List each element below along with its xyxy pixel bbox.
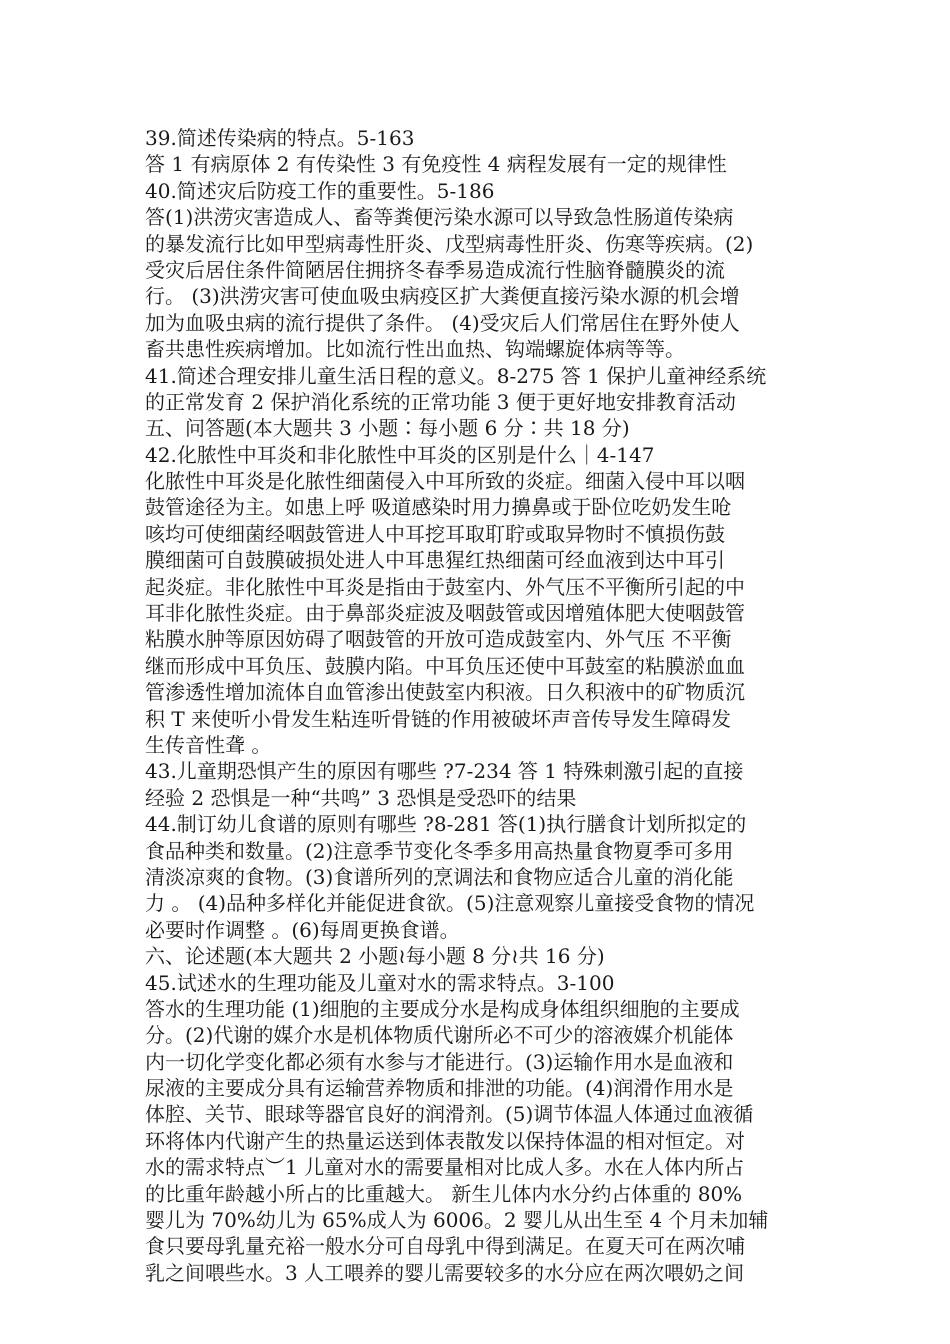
text-line: 粘膜水肿等原因妨碍了咽鼓管的开放可造成鼓室内、外气压 不平衡 <box>145 627 732 652</box>
text-line: 答(1)洪涝灾害造成人、畜等粪便污染水源可以导致急性肠道传染病 <box>145 205 734 230</box>
text-line: 41.简述合理安排儿童生活日程的意义。8-275 答 1 保护儿童神经系统 <box>145 363 767 388</box>
text-line: 耳非化脓性炎症。由于鼻部炎症波及咽鼓管或因增殖体肥大使咽鼓管 <box>145 601 745 626</box>
text-line: 食品种类和数量。(2)注意季节变化冬季多用高热量食物夏季可多用 <box>145 838 734 863</box>
text-line: 畜共患性疾病增加。比如流行性出血热、钩端螺旋体病等等。 <box>145 337 685 362</box>
text-line: 起炎症。非化脓性中耳炎是指由于鼓室内、外气压不平衡所引起的中 <box>145 574 745 599</box>
text-line: 答 1 有病原体 2 有传染性 3 有免疫性 4 病程发展有一定的规律性 <box>145 152 727 177</box>
text-line: 39.简述传染病的特点。5-163 <box>145 126 415 150</box>
text-line: 40.简述灾后防疫工作的重要性。5-186 <box>145 178 495 203</box>
text-line: 43.儿童期恐惧产生的原因有哪些 ?7-234 答 1 特殊刺激引起的直接 <box>145 759 744 784</box>
text-line: 水的需求特点︶1 儿童对水的需要量相对比成人多。水在人体内所占 <box>145 1155 745 1180</box>
text-line: 膜细菌可自鼓膜破损处进人中耳患猩红热细菌可经血液到达中耳引 <box>145 548 725 573</box>
text-line: 行。 (3)洪涝灾害可使血吸虫病疫区扩大粪便直接污染水源的机会增 <box>145 284 740 309</box>
text-line: 环将体内代谢产生的热量运送到体表散发以保持体温的相对恒定。对 <box>145 1128 745 1153</box>
text-line: 尿液的主要成分具有运输营养物质和排泄的功能。(4)润滑作用水是 <box>145 1076 734 1101</box>
text-line: 体腔、关节、眼球等器官良好的润滑剂。(5)调节体温人体通过血液循 <box>145 1102 754 1127</box>
section-heading: 六、论述题(本大题共 2 小题≀每小题 8 分≀共 16 分) <box>145 944 605 969</box>
text-line: 答水的生理功能 (1)细胞的主要成分水是构成身体组织细胞的主要成 <box>145 996 740 1021</box>
section-heading: 五、问答题(本大题共 3 小题∶每小题 6 分∶共 18 分) <box>145 416 630 441</box>
text-line: 管渗透性增加流体自血管渗出使鼓室内积液。日久积液中的矿物质沉 <box>145 680 745 705</box>
text-line: 42.化脓性中耳炎和非化脓性中耳炎的区别是什么｜4-147 <box>145 442 655 467</box>
text-line: 必要时作调整 。(6)每周更换食谱。 <box>145 917 460 942</box>
text-line: 内一切化学变化都必须有水参与才能进行。(3)运输作用水是血液和 <box>145 1049 734 1074</box>
text-line: 分。(2)代谢的媒介水是机体物质代谢所必不可少的溶液媒介机能体 <box>145 1023 734 1048</box>
text-line: 乳之间喂些水。3 人工喂养的婴儿需要较多的水分应在两次喂奶之间 <box>145 1260 745 1285</box>
text-line: 鼓管途径为主。如患上呼 吸道感染时用力擤鼻或于卧位吃奶发生呛 <box>145 495 732 520</box>
text-line: 加为血吸虫病的流行提供了条件。 (4)受灾后人们常居住在野外使人 <box>145 310 740 335</box>
text-line: 力 。 (4)品种多样化并能促进食欲。(5)注意观察儿童接受食物的情况 <box>145 891 755 916</box>
text-line: 的比重年龄越小所占的比重越大。 新生儿体内水分约占体重的 80% <box>145 1181 743 1206</box>
text-line: 经验 2 恐惧是一种“共鸣” 3 恐惧是受恐吓的结果 <box>145 785 577 810</box>
text-line: 受灾后居住条件简陋居住拥挤冬春季易造成流行性脑脊髓膜炎的流 <box>145 257 725 282</box>
document-page <box>145 125 810 1286</box>
text-line: 积 T 来使听小骨发生粘连听骨链的作用被破坏声音传导发生障碍发 <box>145 706 732 731</box>
text-line: 的正常发育 2 保护消化系统的正常功能 3 便于更好地安排教育活动 <box>145 389 736 414</box>
text-line: 45.试述水的生理功能及儿童对水的需求特点。3-100 <box>145 970 615 995</box>
text-line: 继而形成中耳负压、鼓膜内陷。中耳负压还使中耳鼓室的粘膜淤血血 <box>145 653 745 678</box>
text-line: 的暴发流行比如甲型病毒性肝炎、戊型病毒性肝炎、伤寒等疾病。(2) <box>145 231 754 256</box>
text-line: 生传音性聋 。 <box>145 732 272 757</box>
text-line: 咳均可使细菌经咽鼓管进人中耳挖耳取耵聍或取异物时不慎损伤鼓 <box>145 521 725 546</box>
text-line: 44.制订幼儿食谱的原则有哪些 ?8-281 答(1)执行膳食计划所拟定的 <box>145 812 747 837</box>
text-line: 婴儿为 70%幼儿为 65%成人为 6006。2 婴儿从出生至 4 个月未加辅 <box>145 1208 769 1233</box>
text-line: 化脓性中耳炎是化脓性细菌侵入中耳所致的炎症。细菌入侵中耳以咽 <box>145 469 745 494</box>
text-line: 食只要母乳量充裕一般水分可自母乳中得到满足。在夏天可在两次哺 <box>145 1234 745 1259</box>
text-line: 清淡凉爽的食物。(3)食谱所列的烹调法和食物应适合儿童的消化能 <box>145 864 734 889</box>
